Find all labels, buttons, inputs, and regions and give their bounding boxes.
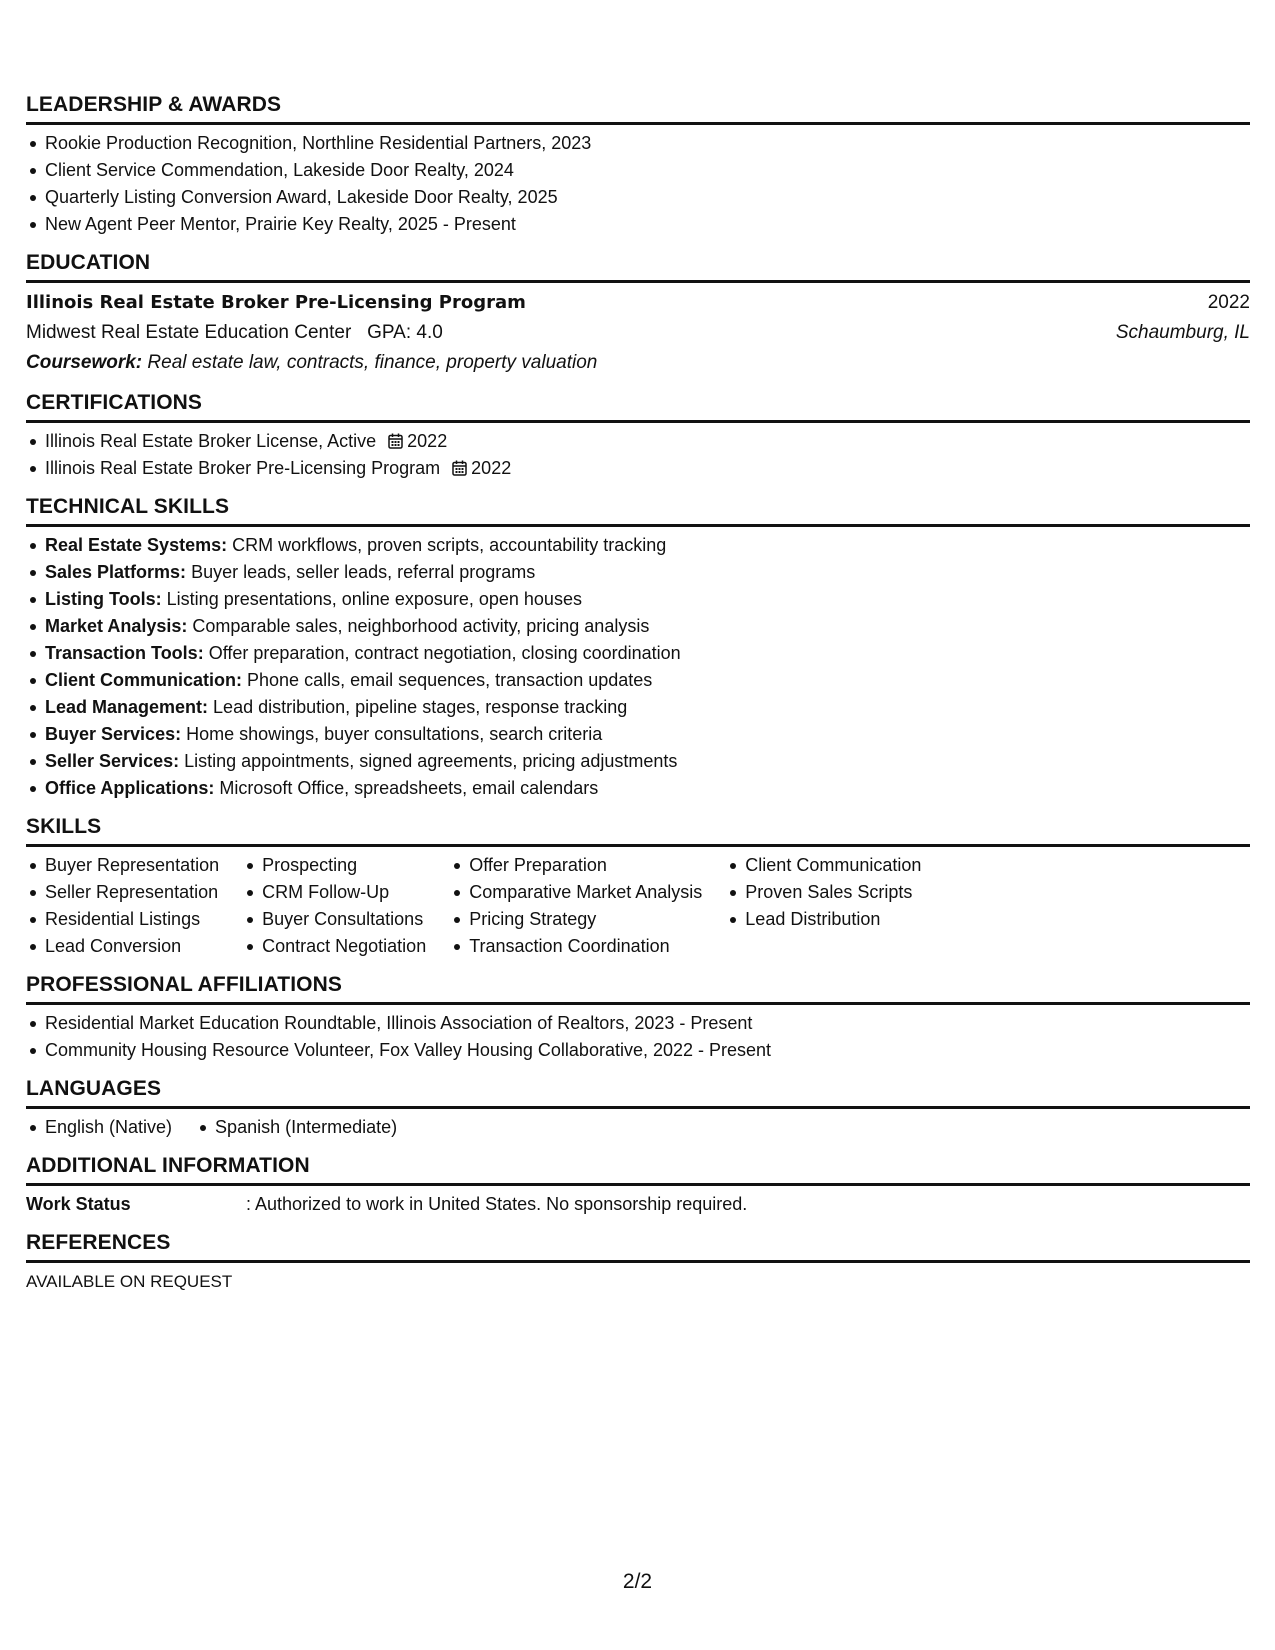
skill-category: Transaction Tools: — [45, 643, 204, 663]
section-education — [26, 250, 1250, 378]
list-item: Prospecting — [243, 852, 426, 879]
list-item: Transaction Coordination — [450, 933, 702, 960]
list-item: Community Housing Resource Volunteer, Fox Valley Housing Collaborative, 2022 - Present — [26, 1037, 1250, 1064]
list-item: New Agent Peer Mentor, Prairie Key Realty, 2025 - Present — [26, 211, 1250, 238]
degree-year: 2022 — [1207, 292, 1250, 313]
list-item: Buyer Representation — [26, 852, 219, 879]
section-title-references: REFERENCES — [26, 1230, 1250, 1263]
calendar-icon — [452, 460, 467, 476]
resume-page — [26, 92, 1250, 1307]
skill-category: Real Estate Systems: — [45, 535, 228, 555]
list-item: Client Service Commendation, Lakeside Door Realty, 2024 — [26, 157, 1250, 184]
section-additional-information — [26, 1153, 1250, 1218]
list-item: Buyer Consultations — [243, 906, 426, 933]
list-item: Residential Market Education Roundtable, Illinois Association of Realtors, 2023 - Present — [26, 1010, 1250, 1037]
skill-detail: Listing appointments, signed agreements, pricing adjustments — [184, 751, 678, 771]
skill-detail: Listing presentations, online exposure, open houses — [166, 589, 582, 609]
skill-detail: Phone calls, email sequences, transaction updates — [247, 670, 653, 690]
list-item — [26, 455, 1250, 482]
list-item: English (Native) — [26, 1114, 172, 1141]
page-number: 2/2 — [622, 1570, 653, 1593]
list-item: Comparative Market Analysis — [450, 879, 702, 906]
list-item: Spanish (Intermediate) — [196, 1114, 397, 1141]
skill-detail: Comparable sales, neighborhood activity, pricing analysis — [192, 616, 650, 636]
list-item — [26, 428, 1250, 455]
section-title-technical-skills: TECHNICAL SKILLS — [26, 494, 1250, 527]
calendar-icon — [388, 433, 403, 449]
section-title-certifications: CERTIFICATIONS — [26, 390, 1250, 423]
list-item: Lead Distribution — [726, 906, 921, 933]
references-text: AVAILABLE ON REQUEST — [26, 1272, 233, 1291]
list-item: Residential Listings — [26, 906, 219, 933]
list-item — [26, 613, 1250, 640]
list-item: Seller Representation — [26, 879, 219, 906]
languages-list — [26, 1114, 172, 1141]
section-title-affiliations: PROFESSIONAL AFFILIATIONS — [26, 972, 1250, 1005]
certification-year: 2022 — [407, 431, 448, 451]
list-item: Client Communication — [726, 852, 921, 879]
skill-detail: Microsoft Office, spreadsheets, email calendars — [219, 778, 599, 798]
list-item — [26, 694, 1250, 721]
section-references — [26, 1230, 1250, 1295]
technical-skills-list — [26, 532, 1250, 802]
skills-grid — [26, 852, 1250, 960]
certification-name: Illinois Real Estate Broker Pre-Licensing Program — [45, 458, 441, 478]
coursework-text: Real estate law, contracts, finance, property valuation — [147, 352, 598, 373]
section-title-languages: LANGUAGES — [26, 1076, 1250, 1109]
school-gpa: Midwest Real Estate Education Center GPA: 4.0 — [26, 322, 443, 343]
degree-name: Illinois Real Estate Broker Pre-Licensing Program — [26, 292, 526, 313]
skill-detail: Buyer leads, seller leads, referral programs — [191, 562, 536, 582]
section-title-skills: SKILLS — [26, 814, 1250, 847]
list-item: Pricing Strategy — [450, 906, 702, 933]
school-location: Schaumburg, IL — [1115, 322, 1250, 343]
list-item: Quarterly Listing Conversion Award, Lakeside Door Realty, 2025 — [26, 184, 1250, 211]
work-status-value: : Authorized to work in United States. No sponsorship required. — [246, 1194, 748, 1214]
skill-category: Buyer Services: — [45, 724, 182, 744]
section-affiliations — [26, 972, 1250, 1064]
section-title-additional-information: ADDITIONAL INFORMATION — [26, 1153, 1250, 1186]
certification-year: 2022 — [471, 458, 512, 478]
section-title-education: EDUCATION — [26, 250, 1250, 283]
list-item: Contract Negotiation — [243, 933, 426, 960]
skill-category: Sales Platforms: — [45, 562, 187, 582]
skill-category: Lead Management: — [45, 697, 209, 717]
list-item — [26, 586, 1250, 613]
section-technical-skills — [26, 494, 1250, 802]
skills-column — [26, 852, 219, 960]
skill-category: Listing Tools: — [45, 589, 162, 609]
skill-category: Seller Services: — [45, 751, 180, 771]
certification-name: Illinois Real Estate Broker License, Active — [45, 431, 377, 451]
section-certifications — [26, 390, 1250, 482]
work-status-row — [26, 1191, 1250, 1218]
coursework — [26, 348, 1250, 378]
section-leadership-awards — [26, 92, 1250, 238]
skills-column — [243, 852, 426, 960]
skill-detail: Offer preparation, contract negotiation, closing coordination — [208, 643, 681, 663]
languages-row — [26, 1114, 1250, 1141]
skill-detail: Home showings, buyer consultations, search criteria — [186, 724, 603, 744]
list-item — [26, 559, 1250, 586]
skill-detail: CRM workflows, proven scripts, accountability tracking — [232, 535, 667, 555]
skill-category: Market Analysis: — [45, 616, 188, 636]
skill-category: Office Applications: — [45, 778, 215, 798]
skills-column — [450, 852, 702, 960]
certifications-list — [26, 428, 1250, 482]
list-item — [26, 532, 1250, 559]
list-item: Proven Sales Scripts — [726, 879, 921, 906]
list-item — [26, 721, 1250, 748]
list-item — [26, 667, 1250, 694]
education-school-row — [26, 318, 1250, 348]
list-item: Lead Conversion — [26, 933, 219, 960]
skills-column — [726, 852, 921, 960]
work-status-label: Work Status — [26, 1194, 131, 1214]
list-item: Rookie Production Recognition, Northline Residential Partners, 2023 — [26, 130, 1250, 157]
languages-list — [196, 1114, 397, 1141]
section-title-leadership: LEADERSHIP & AWARDS — [26, 92, 1250, 125]
section-skills — [26, 814, 1250, 960]
education-degree-row — [26, 288, 1250, 318]
list-item: Offer Preparation — [450, 852, 702, 879]
list-item — [26, 640, 1250, 667]
list-item — [26, 775, 1250, 802]
list-item — [26, 748, 1250, 775]
skill-category: Client Communication: — [45, 670, 242, 690]
list-item: CRM Follow-Up — [243, 879, 426, 906]
leadership-list — [26, 130, 1250, 238]
affiliations-list — [26, 1010, 1250, 1064]
skill-detail: Lead distribution, pipeline stages, response tracking — [213, 697, 628, 717]
coursework-label: Coursework: — [26, 352, 143, 373]
section-languages — [26, 1076, 1250, 1141]
